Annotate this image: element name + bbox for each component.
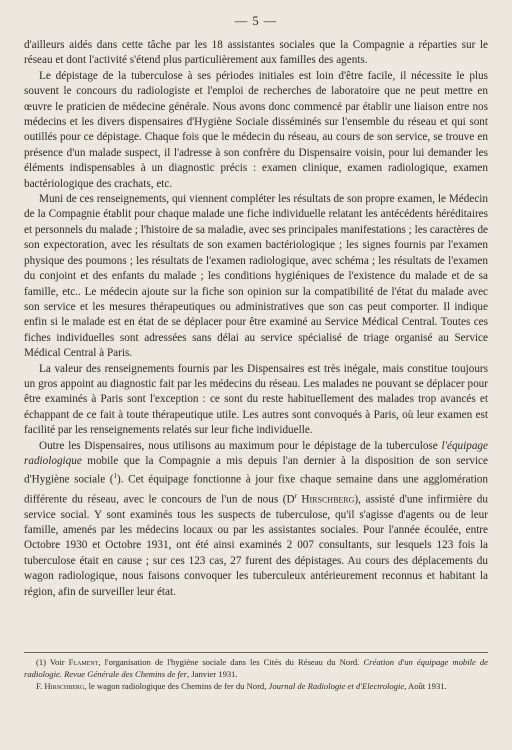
footnote-text: Voir bbox=[46, 657, 69, 667]
footnote-text: , l'organisation de l'hygiène sociale dans les Cités du Réseau du Nord. bbox=[98, 657, 364, 667]
paragraph-5-text: Outre les Dispensaires, nous utilisons au maximum pour le dépistage de la tuberculose bbox=[39, 439, 442, 452]
paragraph-5-text: ). Cet équipage fonctionne à jour fixe chaque semaine dans une agglomération différente du réseau, avec le concours de l'un de nous (D bbox=[24, 474, 488, 506]
person-name: Hirschberg bbox=[296, 493, 355, 506]
page-number: — 5 — bbox=[234, 14, 278, 28]
paragraph-4: La valeur des renseignements fournis par les Dispensaires est très inégale, mais constitue toujours un gros appoint au diagnostic fait par les médecins du réseau. Les malades ne pouvant se déplacer pour être examinés à Paris sont l'exception : ce sont du reste habituellement des malades trop avancés et échappant de ce fait à toute thérapeutique utile. Les autres sont convoqués à Paris, où leur examen est facilité par les renseignements relatés sur leur fiche individuelle. bbox=[24, 362, 488, 437]
paragraph-5 bbox=[24, 439, 488, 601]
footnote-1 bbox=[24, 657, 488, 680]
footnote-italic: Création d'un équipage mobile de radiologie. Revue Générale des Chemins de fer bbox=[24, 657, 488, 679]
paragraph-2: Le dépistage de la tuberculose à ses périodes initiales est loin d'être facile, il nécessite le plus souvent le concours du radiologiste et l'emploi de recherches de laboratoire que ne peut mettre en œuvre le praticien de médecine générale. Nous avons donc commencé par établir une liaison entre nos médecins et les divers dispensaires d'Hygiène Sociale disséminés sur l'ensemble du réseau et qui sont outillés pour ce dépistage. Chaque fois que le médecin du réseau, au cours de son service, se trouve en présence d'un malade suspect, il l'adresse à son confrère du Dispensaire voisin, pour lui demander les éléments indispensables à un diagnostic précis : examen clinique, examen radiologique, examen bactériologique des crachats, etc. bbox=[24, 69, 488, 190]
doctor-abbreviation: r bbox=[294, 491, 297, 500]
paragraph-1: d'ailleurs aidés dans cette tâche par les 18 assistantes sociales que la Compagnie a réparties sur le réseau et dont l'activité s'étend plus particulièrement aux familles des agents. bbox=[24, 39, 488, 67]
footnote-reference: 1 bbox=[113, 472, 118, 481]
footnote-marker: (1) bbox=[36, 657, 47, 667]
footnote-italic: Journal de Radiologie et d'Electrologie bbox=[268, 681, 405, 692]
footnote-author: F. Hirschberg bbox=[36, 681, 85, 692]
footnote-text: , le wagon radiologique des Chemins de fer du Nord, bbox=[84, 681, 269, 692]
footnote-divider bbox=[24, 652, 488, 653]
footnote-text: , Août 1931. bbox=[404, 681, 447, 692]
footnote-2 bbox=[24, 681, 488, 693]
paragraph-3: Muni de ces renseignements, qui viennent compléter les résultats de son propre examen, le Médecin de la Compagnie établit pour chaque malade une fiche individuelle relatant les antécédents héréditaires et personnels du malade ; l'histoire de sa maladie, avec ses principales manifestations ; les caractères de son expectoration, avec les résultats de son examen bactériologique ; les signes fournis par l'examen physique des poumons ; les résultats de l'examen radiologique, avec schéma ; les résultats de l'examen du conjoint et des enfants du malade ; les conditions hygiéniques de l'existence du malade et de sa famille, etc.. Le médecin ajoute sur la fiche son opinion sur la compatibilité de l'état du malade avec son service et les mesures thérapeutiques ou administratives que son cas peut comporter. Il indique enfin si le malade est en état de se déplacer pour être examiné au Service Médical Central. Toutes ces fiches individuelles sont adressées sans délai au service spécialisé de triage organisé au Service Médical Central à Paris. bbox=[24, 193, 488, 360]
paragraph-5-text: ), assisté d'une infirmière du service social. Y sont examinés tous les suspects de tuberculose, qu'il s'agisse d'agents ou de leur famille, amenés par les médecins locaux ou par les assistantes sociales. Pour l'année écoulée, entre Octobre 1930 et Octobre 1931, ont été ainsi examinés 2 007 consultants, sur lesquels 123 fois la tuberculose était en cause ; sur ces 123 cas, 27 furent des dépistages. Au cours des déplacements du wagon radiologique, nous faisons convoquer les tuberculeux antérieurement reconnus et habitant la région, afin de surveiller leur état. bbox=[24, 493, 488, 598]
footnote-text: , Janvier 1931. bbox=[187, 668, 238, 679]
paragraph-5-italic: l'équipage radiologique bbox=[24, 439, 488, 467]
paragraph-5-text: mobile que la Compagnie a mis depuis l'an dernier à la disposition de son service d'Hygiène sociale ( bbox=[24, 454, 488, 487]
body-text bbox=[24, 38, 488, 600]
footnote-author: Flament bbox=[68, 657, 99, 667]
footnotes bbox=[24, 657, 488, 694]
